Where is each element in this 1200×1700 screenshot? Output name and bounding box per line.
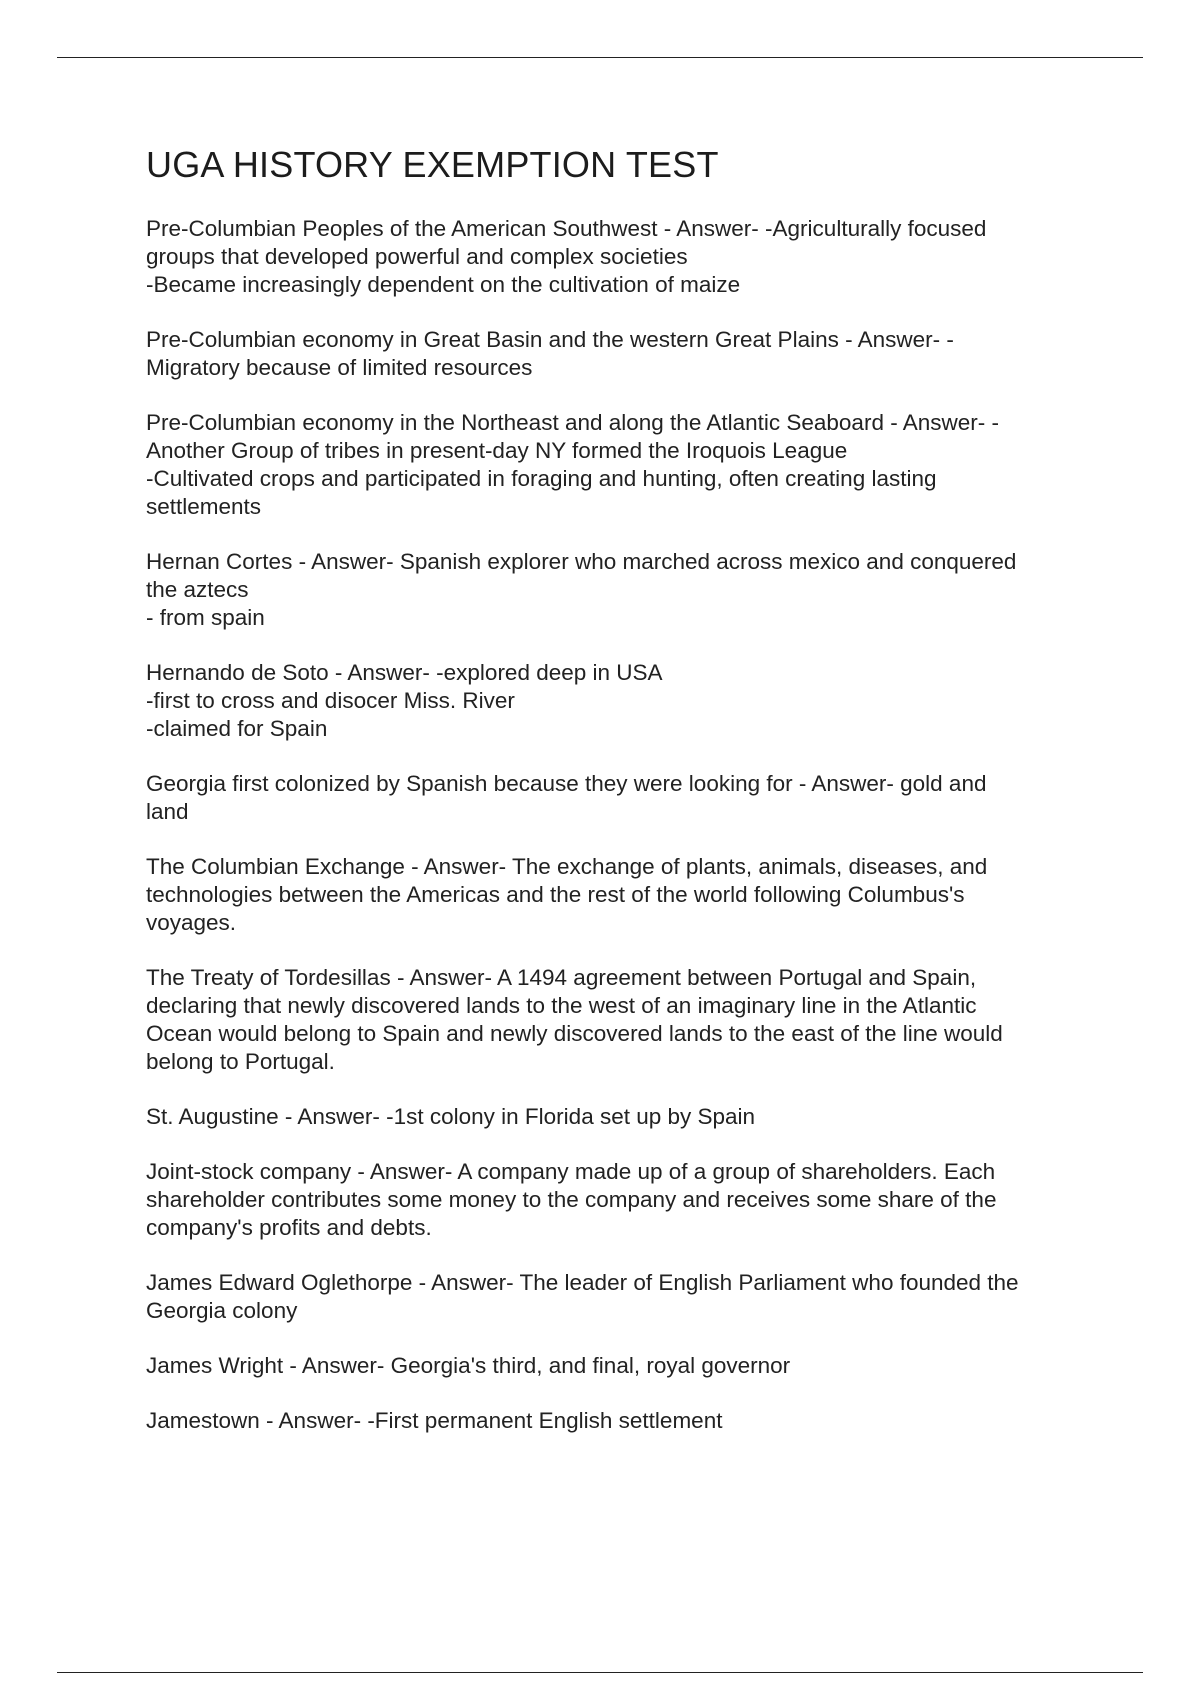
qa-entry: James Edward Oglethorpe - Answer- The leader of English Parliament who founded the Georgia colony [146,1270,1019,1323]
document-body [146,143,1096,1462]
qa-entry: Pre-Columbian economy in Great Basin and the western Great Plains - Answer- - Migratory because of limited resources [146,327,954,380]
top-divider [57,57,1143,58]
qa-entry: Hernando de Soto - Answer- -explored deep in USA -first to cross and disocer Miss. River -claimed for Spain [146,660,663,741]
qa-entry: Joint-stock company - Answer- A company made up of a group of shareholders. Each shareholder contributes some money to the company and receives some share of the company's profits and debts. [146,1159,997,1240]
qa-entry: Jamestown - Answer- -First permanent English settlement [146,1408,723,1433]
qa-entry: Pre-Columbian economy in the Northeast and along the Atlantic Seaboard - Answer- - Another Group of tribes in present-day NY formed the Iroquois League -Cultivated crops and participated in foraging and hunting, often creating lasting settlements [146,410,999,519]
bottom-divider [57,1672,1143,1673]
qa-entry: Hernan Cortes - Answer- Spanish explorer who marched across mexico and conquered the aztecs - from spain [146,549,1017,630]
document-title: UGA HISTORY EXEMPTION TEST [146,144,719,185]
qa-entry: St. Augustine - Answer- -1st colony in Florida set up by Spain [146,1104,756,1129]
qa-entry: Georgia first colonized by Spanish because they were looking for - Answer- gold and land [146,771,987,824]
qa-entry: The Columbian Exchange - Answer- The exchange of plants, animals, diseases, and technologies between the Americas and the rest of the world following Columbus's voyages. [146,854,988,935]
qa-entry: James Wright - Answer- Georgia's third, and final, royal governor [146,1353,791,1378]
qa-entry: The Treaty of Tordesillas - Answer- A 1494 agreement between Portugal and Spain, declaring that newly discovered lands to the west of an imaginary line in the Atlantic Ocean would belong to Spain and newly discovered lands to the east of the line would belong to Portugal. [146,965,1003,1074]
qa-entry: Pre-Columbian Peoples of the American Southwest - Answer- -Agriculturally focused groups that developed powerful and complex societies -Became increasingly dependent on the cultivation of maize [146,216,987,297]
